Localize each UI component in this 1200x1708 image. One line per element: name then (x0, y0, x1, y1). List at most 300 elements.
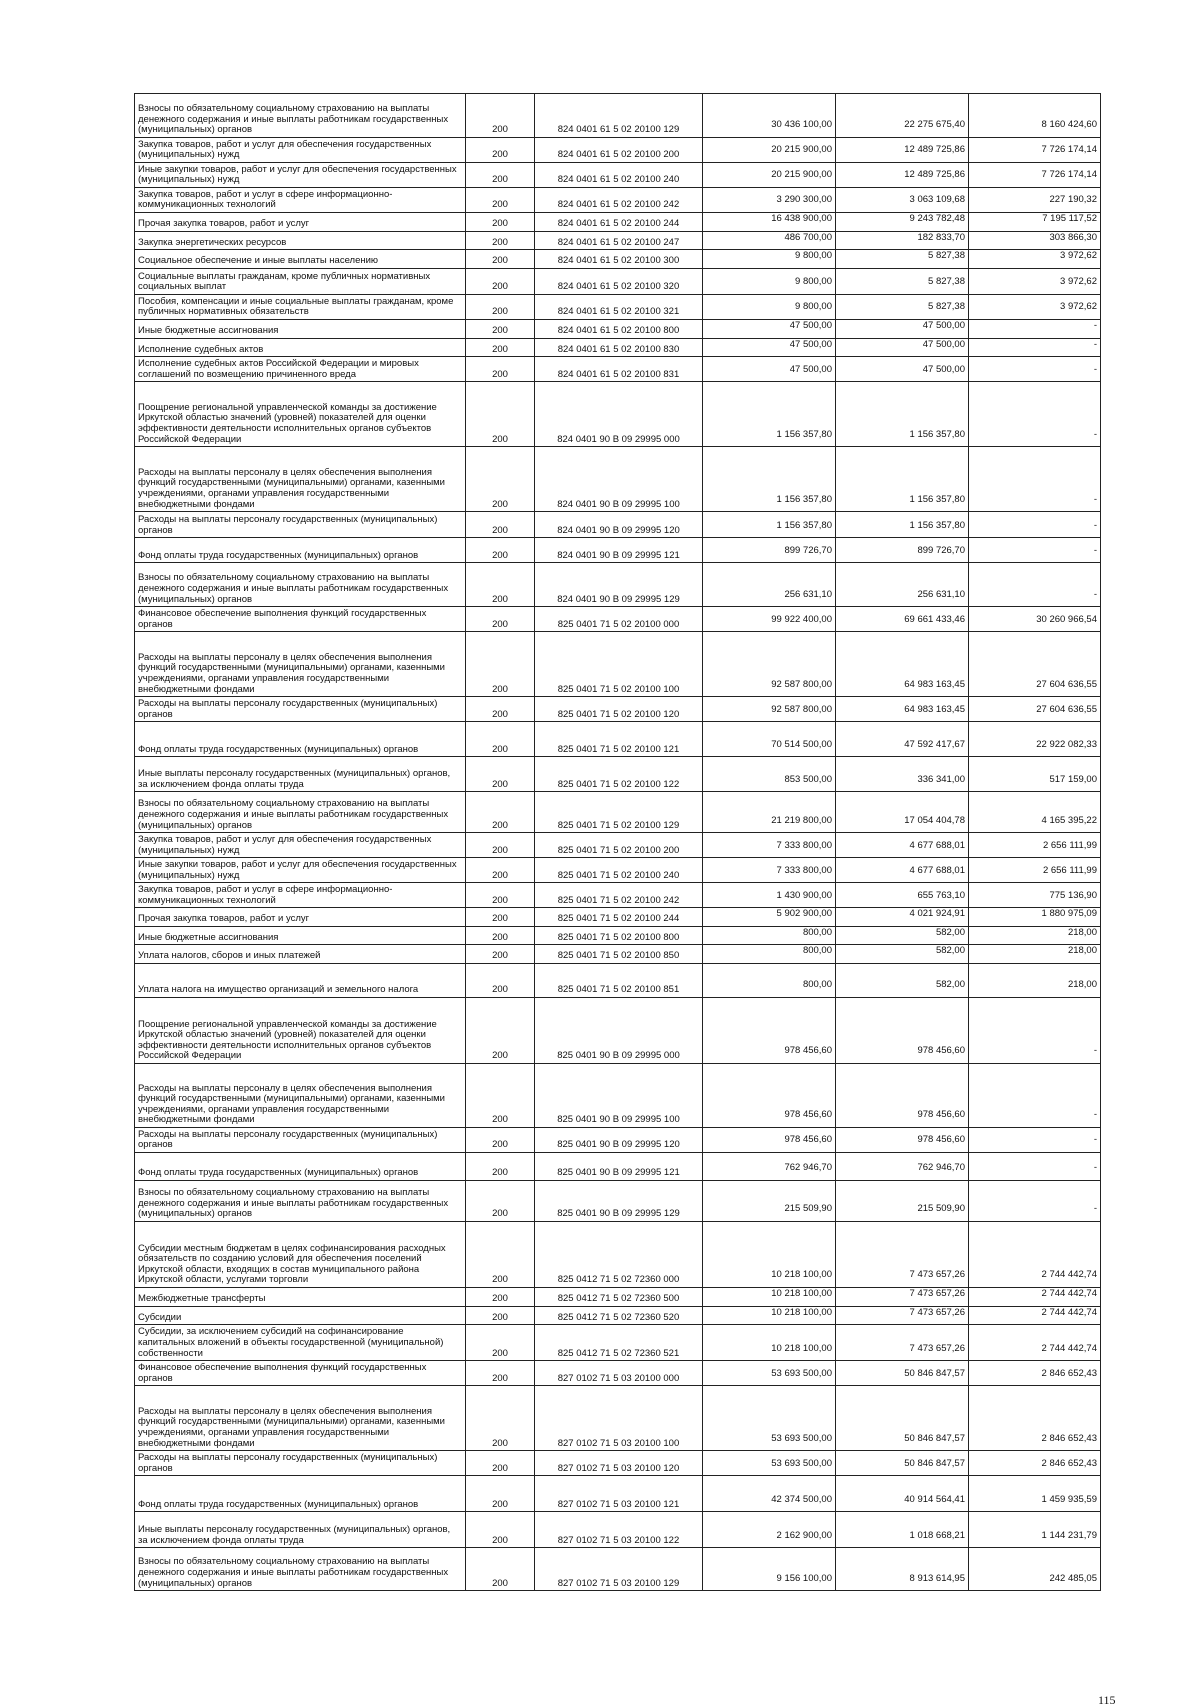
cell-name: Закупка товаров, работ и услуг в сфере информационно-коммуникационных технологий (135, 883, 466, 908)
cell-executed: 1 156 357,80 (836, 512, 969, 538)
cell-unexecuted: 30 260 966,54 (969, 607, 1101, 632)
cell-unexecuted: 4 165 395,22 (969, 792, 1101, 833)
cell-unexecuted: 1 144 231,79 (969, 1512, 1101, 1548)
cell-executed: 899 726,70 (836, 538, 969, 563)
cell-budget-code: 827 0102 71 5 03 20100 100 (535, 1386, 703, 1451)
cell-executed: 8 913 614,95 (836, 1548, 969, 1591)
cell-line-code: 200 (466, 1181, 535, 1222)
cell-budget-code: 825 0401 71 5 02 20100 240 (535, 858, 703, 883)
cell-name: Иные бюджетные ассигнования (135, 926, 466, 945)
cell-executed: 9 243 782,48 (836, 213, 969, 232)
cell-line-code: 200 (466, 268, 535, 294)
cell-executed: 582,00 (836, 926, 969, 945)
cell-name: Расходы на выплаты персоналу государственных (муниципальных) органов (135, 512, 466, 538)
cell-executed: 64 983 163,45 (836, 697, 969, 722)
cell-executed: 582,00 (836, 945, 969, 964)
cell-line-code: 200 (466, 964, 535, 998)
cell-budget-code: 827 0102 71 5 03 20100 129 (535, 1548, 703, 1591)
cell-name: Прочая закупка товаров, работ и услуг (135, 213, 466, 232)
cell-executed: 47 500,00 (836, 357, 969, 382)
cell-unexecuted: 218,00 (969, 945, 1101, 964)
cell-approved: 47 500,00 (703, 319, 836, 338)
table-row (135, 231, 1101, 250)
cell-budget-code: 825 0401 71 5 02 20100 850 (535, 945, 703, 964)
cell-line-code: 200 (466, 722, 535, 757)
cell-unexecuted: 2 744 442,74 (969, 1288, 1101, 1307)
cell-unexecuted: - (969, 1128, 1101, 1153)
cell-unexecuted: 3 972,62 (969, 294, 1101, 319)
cell-approved: 853 500,00 (703, 757, 836, 792)
cell-line-code: 200 (466, 632, 535, 697)
cell-budget-code: 824 0401 90 В 09 29995 121 (535, 538, 703, 563)
table-row (135, 926, 1101, 945)
cell-budget-code: 825 0401 71 5 02 20100 200 (535, 833, 703, 858)
cell-line-code: 200 (466, 382, 535, 447)
cell-budget-code: 825 0401 90 В 09 29995 000 (535, 998, 703, 1064)
table-row (135, 1128, 1101, 1153)
cell-unexecuted: 1 880 975,09 (969, 908, 1101, 927)
cell-line-code: 200 (466, 231, 535, 250)
table-row (135, 1222, 1101, 1288)
cell-budget-code: 825 0401 71 5 02 20100 121 (535, 722, 703, 757)
cell-name: Субсидии (135, 1306, 466, 1325)
cell-approved: 1 156 357,80 (703, 512, 836, 538)
table-row (135, 1064, 1101, 1128)
cell-approved: 47 500,00 (703, 357, 836, 382)
table-row (135, 447, 1101, 512)
cell-approved: 978 456,60 (703, 1064, 836, 1128)
cell-name: Расходы на выплаты персоналу государственных (муниципальных) органов (135, 697, 466, 722)
cell-unexecuted: 2 656 111,99 (969, 858, 1101, 883)
cell-line-code: 200 (466, 1153, 535, 1181)
cell-name: Иные закупки товаров, работ и услуг для обеспечения государственных (муниципальных) нужд (135, 163, 466, 188)
cell-executed: 256 631,10 (836, 563, 969, 607)
table-row (135, 319, 1101, 338)
cell-line-code: 200 (466, 94, 535, 138)
cell-name: Фонд оплаты труда государственных (муниципальных) органов (135, 538, 466, 563)
cell-budget-code: 824 0401 61 5 02 20100 200 (535, 138, 703, 163)
table-row (135, 268, 1101, 294)
cell-approved: 762 946,70 (703, 1153, 836, 1181)
cell-unexecuted: 7 195 117,52 (969, 213, 1101, 232)
table-row (135, 1548, 1101, 1591)
cell-name: Фонд оплаты труда государственных (муниципальных) органов (135, 1476, 466, 1512)
cell-unexecuted: 242 485,05 (969, 1548, 1101, 1591)
cell-executed: 182 833,70 (836, 231, 969, 250)
cell-unexecuted: 303 866,30 (969, 231, 1101, 250)
cell-unexecuted: - (969, 1181, 1101, 1222)
cell-line-code: 200 (466, 213, 535, 232)
cell-budget-code: 824 0401 90 В 09 29995 129 (535, 563, 703, 607)
cell-approved: 21 219 800,00 (703, 792, 836, 833)
table-row (135, 538, 1101, 563)
cell-line-code: 200 (466, 188, 535, 213)
cell-executed: 4 677 688,01 (836, 833, 969, 858)
table-row (135, 357, 1101, 382)
cell-unexecuted: 2 744 442,74 (969, 1222, 1101, 1288)
cell-line-code: 200 (466, 945, 535, 964)
cell-budget-code: 827 0102 71 5 03 20100 122 (535, 1512, 703, 1548)
cell-line-code: 200 (466, 1064, 535, 1128)
cell-name: Исполнение судебных актов (135, 338, 466, 357)
table-row (135, 1325, 1101, 1361)
cell-budget-code: 825 0401 71 5 02 20100 244 (535, 908, 703, 927)
cell-approved: 486 700,00 (703, 231, 836, 250)
table-row (135, 1306, 1101, 1325)
cell-budget-code: 827 0102 71 5 03 20100 121 (535, 1476, 703, 1512)
cell-unexecuted: - (969, 357, 1101, 382)
cell-executed: 69 661 433,46 (836, 607, 969, 632)
cell-line-code: 200 (466, 447, 535, 512)
cell-approved: 16 438 900,00 (703, 213, 836, 232)
cell-unexecuted: 775 136,90 (969, 883, 1101, 908)
table-row (135, 998, 1101, 1064)
cell-budget-code: 824 0401 61 5 02 20100 800 (535, 319, 703, 338)
cell-approved: 10 218 100,00 (703, 1288, 836, 1307)
cell-line-code: 200 (466, 1451, 535, 1476)
table-row (135, 163, 1101, 188)
cell-approved: 9 800,00 (703, 268, 836, 294)
cell-budget-code: 825 0401 71 5 02 20100 800 (535, 926, 703, 945)
cell-name: Закупка энергетических ресурсов (135, 231, 466, 250)
cell-executed: 4 021 924,91 (836, 908, 969, 927)
table-row (135, 1451, 1101, 1476)
cell-executed: 47 500,00 (836, 338, 969, 357)
cell-budget-code: 824 0401 90 В 09 29995 000 (535, 382, 703, 447)
cell-budget-code: 825 0401 71 5 02 20100 851 (535, 964, 703, 998)
cell-line-code: 200 (466, 563, 535, 607)
cell-approved: 53 693 500,00 (703, 1451, 836, 1476)
cell-approved: 5 902 900,00 (703, 908, 836, 927)
cell-budget-code: 824 0401 61 5 02 20100 300 (535, 250, 703, 269)
cell-approved: 92 587 800,00 (703, 697, 836, 722)
cell-approved: 10 218 100,00 (703, 1306, 836, 1325)
cell-budget-code: 824 0401 61 5 02 20100 240 (535, 163, 703, 188)
cell-unexecuted: 8 160 424,60 (969, 94, 1101, 138)
table-row (135, 250, 1101, 269)
cell-approved: 800,00 (703, 964, 836, 998)
table-body (135, 94, 1101, 1591)
cell-name: Поощрение региональной управленческой команды за достижение Иркутской областью значений (уровней) показателей для оценки эффективности деятельности исполнительных органов субъектов Российской Федерации (135, 382, 466, 447)
cell-name: Расходы на выплаты персоналу государственных (муниципальных) органов (135, 1451, 466, 1476)
cell-budget-code: 824 0401 61 5 02 20100 831 (535, 357, 703, 382)
cell-budget-code: 824 0401 61 5 02 20100 242 (535, 188, 703, 213)
cell-line-code: 200 (466, 1325, 535, 1361)
table-row (135, 294, 1101, 319)
cell-budget-code: 825 0401 71 5 02 20100 242 (535, 883, 703, 908)
cell-name: Взносы по обязательному социальному страхованию на выплаты денежного содержания и иные выплаты работникам государственных (муниципальных) органов (135, 563, 466, 607)
cell-line-code: 200 (466, 138, 535, 163)
cell-name: Межбюджетные трансферты (135, 1288, 466, 1307)
cell-executed: 3 063 109,68 (836, 188, 969, 213)
cell-unexecuted: 218,00 (969, 926, 1101, 945)
table-row (135, 138, 1101, 163)
cell-name: Иные выплаты персоналу государственных (муниципальных) органов, за исключением фонда оплаты труда (135, 1512, 466, 1548)
cell-name: Финансовое обеспечение выполнения функций государственных органов (135, 607, 466, 632)
cell-budget-code: 825 0412 71 5 02 72360 521 (535, 1325, 703, 1361)
cell-executed: 47 500,00 (836, 319, 969, 338)
cell-unexecuted: 22 922 082,33 (969, 722, 1101, 757)
cell-unexecuted: 2 846 652,43 (969, 1451, 1101, 1476)
cell-unexecuted: - (969, 447, 1101, 512)
cell-approved: 42 374 500,00 (703, 1476, 836, 1512)
cell-budget-code: 825 0401 90 В 09 29995 121 (535, 1153, 703, 1181)
cell-budget-code: 825 0401 71 5 02 20100 100 (535, 632, 703, 697)
table-row (135, 607, 1101, 632)
cell-line-code: 200 (466, 607, 535, 632)
table-row (135, 1361, 1101, 1386)
cell-name: Социальное обеспечение и иные выплаты населению (135, 250, 466, 269)
cell-unexecuted: 1 459 935,59 (969, 1476, 1101, 1512)
cell-executed: 12 489 725,86 (836, 138, 969, 163)
table-row (135, 563, 1101, 607)
table-row (135, 757, 1101, 792)
cell-name: Взносы по обязательному социальному страхованию на выплаты денежного содержания и иные выплаты работникам государственных (муниципальных) органов (135, 792, 466, 833)
table-row (135, 512, 1101, 538)
table-row (135, 945, 1101, 964)
table-row (135, 908, 1101, 927)
cell-name: Расходы на выплаты персоналу в целях обеспечения выполнения функций государственными (муниципальными) органами, казенными учреждениями, органами управления государственными внебюджетными фондами (135, 632, 466, 697)
table-row (135, 1512, 1101, 1548)
cell-approved: 92 587 800,00 (703, 632, 836, 697)
cell-approved: 10 218 100,00 (703, 1325, 836, 1361)
cell-executed: 655 763,10 (836, 883, 969, 908)
table-row (135, 1153, 1101, 1181)
table-row (135, 1476, 1101, 1512)
cell-executed: 762 946,70 (836, 1153, 969, 1181)
cell-executed: 64 983 163,45 (836, 632, 969, 697)
table-row (135, 697, 1101, 722)
cell-approved: 978 456,60 (703, 998, 836, 1064)
cell-approved: 7 333 800,00 (703, 833, 836, 858)
cell-approved: 800,00 (703, 926, 836, 945)
cell-name: Финансовое обеспечение выполнения функций государственных органов (135, 1361, 466, 1386)
cell-name: Уплата налогов, сборов и иных платежей (135, 945, 466, 964)
cell-name: Социальные выплаты гражданам, кроме публичных нормативных социальных выплат (135, 268, 466, 294)
cell-approved: 10 218 100,00 (703, 1222, 836, 1288)
cell-approved: 2 162 900,00 (703, 1512, 836, 1548)
cell-line-code: 200 (466, 1386, 535, 1451)
cell-unexecuted: - (969, 319, 1101, 338)
table-row (135, 833, 1101, 858)
cell-name: Поощрение региональной управленческой команды за достижение Иркутской областью значений (уровней) показателей для оценки эффективности деятельности исполнительных органов субъектов Российской Федерации (135, 998, 466, 1064)
cell-name: Субсидии, за исключением субсидий на софинансирование капитальных вложений в объекты государственной (муниципальной) собственности (135, 1325, 466, 1361)
table-row (135, 382, 1101, 447)
cell-budget-code: 824 0401 61 5 02 20100 244 (535, 213, 703, 232)
cell-approved: 9 156 100,00 (703, 1548, 836, 1591)
cell-line-code: 200 (466, 757, 535, 792)
cell-unexecuted: - (969, 512, 1101, 538)
cell-unexecuted: - (969, 1153, 1101, 1181)
cell-line-code: 200 (466, 1306, 535, 1325)
cell-line-code: 200 (466, 1222, 535, 1288)
cell-approved: 53 693 500,00 (703, 1361, 836, 1386)
cell-executed: 7 473 657,26 (836, 1325, 969, 1361)
cell-line-code: 200 (466, 792, 535, 833)
cell-approved: 7 333 800,00 (703, 858, 836, 883)
cell-unexecuted: 3 972,62 (969, 268, 1101, 294)
cell-name: Иные выплаты персоналу государственных (муниципальных) органов, за исключением фонда оплаты труда (135, 757, 466, 792)
cell-unexecuted: 218,00 (969, 964, 1101, 998)
cell-unexecuted: - (969, 338, 1101, 357)
cell-name: Расходы на выплаты персоналу в целях обеспечения выполнения функций государственными (муниципальными) органами, казенными учреждениями, органами управления государственными внебюджетными фондами (135, 1386, 466, 1451)
cell-unexecuted: 227 190,32 (969, 188, 1101, 213)
cell-budget-code: 825 0412 71 5 02 72360 000 (535, 1222, 703, 1288)
cell-executed: 5 827,38 (836, 250, 969, 269)
table-row (135, 213, 1101, 232)
cell-executed: 1 018 668,21 (836, 1512, 969, 1548)
cell-unexecuted: 27 604 636,55 (969, 697, 1101, 722)
cell-name: Расходы на выплаты персоналу в целях обеспечения выполнения функций государственными (муниципальными) органами, казенными учреждениями, органами управления государственными внебюджетными фондами (135, 447, 466, 512)
cell-executed: 40 914 564,41 (836, 1476, 969, 1512)
cell-line-code: 200 (466, 1512, 535, 1548)
cell-budget-code: 825 0401 71 5 02 20100 129 (535, 792, 703, 833)
cell-name: Иные закупки товаров, работ и услуг для обеспечения государственных (муниципальных) нужд (135, 858, 466, 883)
cell-line-code: 200 (466, 512, 535, 538)
cell-executed: 582,00 (836, 964, 969, 998)
cell-executed: 1 156 357,80 (836, 447, 969, 512)
cell-executed: 978 456,60 (836, 1128, 969, 1153)
cell-unexecuted: 2 846 652,43 (969, 1386, 1101, 1451)
cell-approved: 30 436 100,00 (703, 94, 836, 138)
cell-unexecuted: 7 726 174,14 (969, 138, 1101, 163)
cell-approved: 800,00 (703, 945, 836, 964)
cell-unexecuted: - (969, 998, 1101, 1064)
cell-approved: 53 693 500,00 (703, 1386, 836, 1451)
cell-unexecuted: 3 972,62 (969, 250, 1101, 269)
cell-executed: 7 473 657,26 (836, 1288, 969, 1307)
table-row (135, 883, 1101, 908)
cell-executed: 17 054 404,78 (836, 792, 969, 833)
cell-line-code: 200 (466, 357, 535, 382)
cell-line-code: 200 (466, 1288, 535, 1307)
cell-executed: 12 489 725,86 (836, 163, 969, 188)
cell-line-code: 200 (466, 538, 535, 563)
cell-executed: 4 677 688,01 (836, 858, 969, 883)
table-row (135, 632, 1101, 697)
table-row (135, 1288, 1101, 1307)
cell-line-code: 200 (466, 1476, 535, 1512)
cell-executed: 47 592 417,67 (836, 722, 969, 757)
cell-approved: 1 430 900,00 (703, 883, 836, 908)
cell-budget-code: 824 0401 61 5 02 20100 320 (535, 268, 703, 294)
cell-approved: 20 215 900,00 (703, 163, 836, 188)
cell-name: Закупка товаров, работ и услуг для обеспечения государственных (муниципальных) нужд (135, 833, 466, 858)
cell-budget-code: 824 0401 61 5 02 20100 247 (535, 231, 703, 250)
cell-executed: 22 275 675,40 (836, 94, 969, 138)
cell-name: Иные бюджетные ассигнования (135, 319, 466, 338)
cell-executed: 50 846 847,57 (836, 1361, 969, 1386)
cell-line-code: 200 (466, 294, 535, 319)
cell-budget-code: 825 0401 71 5 02 20100 120 (535, 697, 703, 722)
page-number: 115 (1098, 1693, 1116, 1707)
cell-executed: 5 827,38 (836, 294, 969, 319)
cell-budget-code: 825 0412 71 5 02 72360 500 (535, 1288, 703, 1307)
cell-approved: 978 456,60 (703, 1128, 836, 1153)
cell-approved: 1 156 357,80 (703, 447, 836, 512)
cell-name: Закупка товаров, работ и услуг в сфере информационно-коммуникационных технологий (135, 188, 466, 213)
table-row (135, 94, 1101, 138)
cell-name: Взносы по обязательному социальному страхованию на выплаты денежного содержания и иные выплаты работникам государственных (муниципальных) органов (135, 94, 466, 138)
table-row (135, 722, 1101, 757)
cell-name: Субсидии местным бюджетам в целях софинансирования расходных обязательств по созданию условий для обеспечения поселений Иркутской области, входящих в состав муниципального района Иркутской области, услугами торговли (135, 1222, 466, 1288)
cell-name: Расходы на выплаты персоналу государственных (муниципальных) органов (135, 1128, 466, 1153)
cell-unexecuted: - (969, 538, 1101, 563)
cell-budget-code: 827 0102 71 5 03 20100 120 (535, 1451, 703, 1476)
cell-executed: 50 846 847,57 (836, 1451, 969, 1476)
cell-budget-code: 824 0401 61 5 02 20100 129 (535, 94, 703, 138)
cell-line-code: 200 (466, 926, 535, 945)
cell-line-code: 200 (466, 883, 535, 908)
cell-unexecuted: 27 604 636,55 (969, 632, 1101, 697)
cell-name: Пособия, компенсации и иные социальные выплаты гражданам, кроме публичных нормативных обязательств (135, 294, 466, 319)
cell-approved: 20 215 900,00 (703, 138, 836, 163)
cell-approved: 9 800,00 (703, 250, 836, 269)
cell-line-code: 200 (466, 319, 535, 338)
cell-line-code: 200 (466, 1361, 535, 1386)
cell-budget-code: 824 0401 90 В 09 29995 100 (535, 447, 703, 512)
cell-budget-code: 825 0401 90 В 09 29995 120 (535, 1128, 703, 1153)
cell-executed: 50 846 847,57 (836, 1386, 969, 1451)
cell-approved: 256 631,10 (703, 563, 836, 607)
table-row (135, 338, 1101, 357)
cell-name: Взносы по обязательному социальному страхованию на выплаты денежного содержания и иные выплаты работникам государственных (муниципальных) органов (135, 1548, 466, 1591)
cell-executed: 978 456,60 (836, 1064, 969, 1128)
cell-name: Взносы по обязательному социальному страхованию на выплаты денежного содержания и иные выплаты работникам государственных (муниципальных) органов (135, 1181, 466, 1222)
cell-budget-code: 824 0401 61 5 02 20100 321 (535, 294, 703, 319)
cell-budget-code: 825 0412 71 5 02 72360 520 (535, 1306, 703, 1325)
table-row (135, 188, 1101, 213)
cell-name: Фонд оплаты труда государственных (муниципальных) органов (135, 722, 466, 757)
cell-executed: 1 156 357,80 (836, 382, 969, 447)
cell-name: Закупка товаров, работ и услуг для обеспечения государственных (муниципальных) нужд (135, 138, 466, 163)
cell-approved: 99 922 400,00 (703, 607, 836, 632)
cell-line-code: 200 (466, 908, 535, 927)
cell-executed: 7 473 657,26 (836, 1222, 969, 1288)
cell-approved: 1 156 357,80 (703, 382, 836, 447)
cell-budget-code: 825 0401 90 В 09 29995 129 (535, 1181, 703, 1222)
cell-line-code: 200 (466, 250, 535, 269)
cell-name: Уплата налога на имущество организаций и земельного налога (135, 964, 466, 998)
budget-execution-table (134, 93, 1101, 1591)
cell-approved: 70 514 500,00 (703, 722, 836, 757)
table-row (135, 1386, 1101, 1451)
cell-line-code: 200 (466, 858, 535, 883)
cell-unexecuted: - (969, 1064, 1101, 1128)
cell-approved: 215 509,90 (703, 1181, 836, 1222)
cell-budget-code: 825 0401 71 5 02 20100 000 (535, 607, 703, 632)
cell-unexecuted: 2 744 442,74 (969, 1306, 1101, 1325)
cell-budget-code: 824 0401 90 В 09 29995 120 (535, 512, 703, 538)
table-row (135, 858, 1101, 883)
cell-approved: 899 726,70 (703, 538, 836, 563)
cell-name: Исполнение судебных актов Российской Федерации и мировых соглашений по возмещению причиненного вреда (135, 357, 466, 382)
cell-executed: 336 341,00 (836, 757, 969, 792)
cell-budget-code: 827 0102 71 5 03 20100 000 (535, 1361, 703, 1386)
cell-unexecuted: 2 656 111,99 (969, 833, 1101, 858)
cell-budget-code: 825 0401 90 В 09 29995 100 (535, 1064, 703, 1128)
cell-line-code: 200 (466, 1128, 535, 1153)
cell-approved: 47 500,00 (703, 338, 836, 357)
cell-unexecuted: - (969, 563, 1101, 607)
cell-unexecuted: 2 744 442,74 (969, 1325, 1101, 1361)
cell-approved: 9 800,00 (703, 294, 836, 319)
cell-line-code: 200 (466, 697, 535, 722)
cell-executed: 5 827,38 (836, 268, 969, 294)
cell-executed: 978 456,60 (836, 998, 969, 1064)
cell-executed: 215 509,90 (836, 1181, 969, 1222)
cell-budget-code: 824 0401 61 5 02 20100 830 (535, 338, 703, 357)
